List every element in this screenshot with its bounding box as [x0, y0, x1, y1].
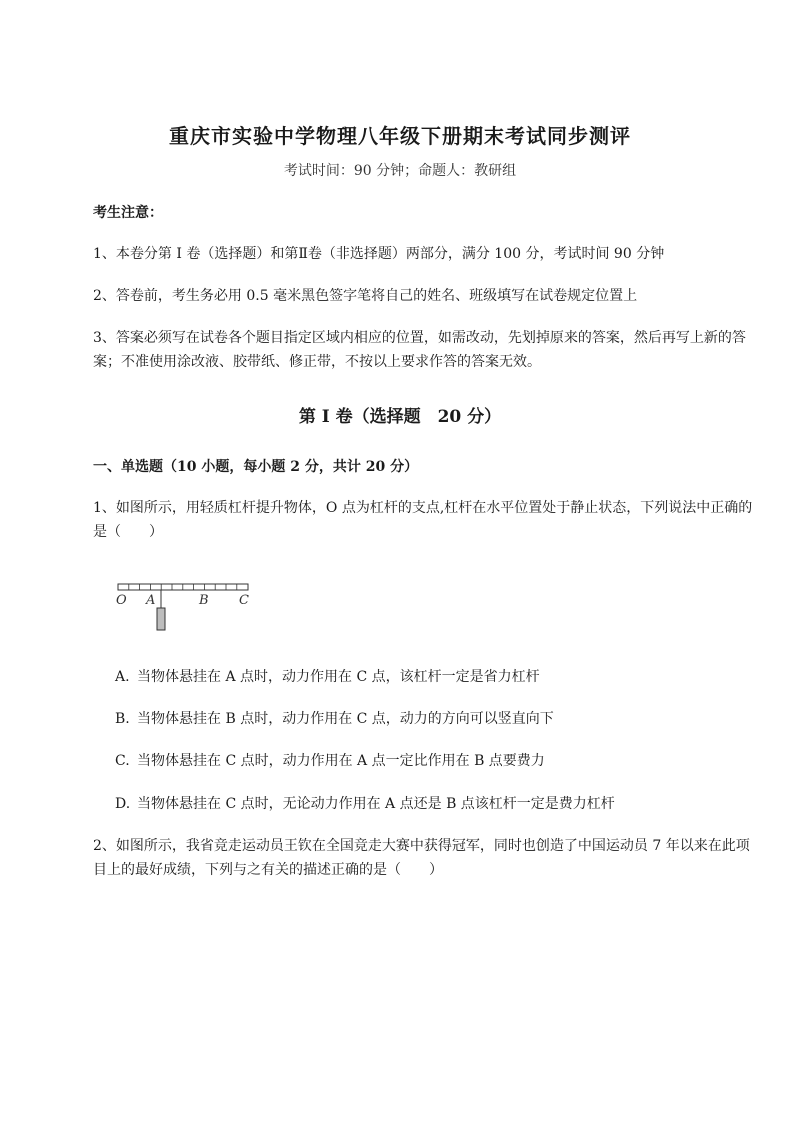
- option-key: C.: [115, 753, 130, 769]
- option-key: A.: [115, 669, 130, 685]
- label-a: A: [146, 593, 156, 608]
- notice-item-3: 3、答案必须写在试卷各个题目指定区域内相应的位置，如需改动，先划掉原来的答案，然后再写上新的答案；不准使用涂改液、胶带纸、修正带，不按以上要求作答的答案无效。: [93, 330, 746, 370]
- notice-item-1: 1、本卷分第 I 卷（选择题）和第Ⅱ卷（非选择题）两部分，满分 100 分，考试时间 90 分钟: [93, 246, 665, 262]
- option-a[interactable]: [115, 666, 540, 686]
- option-key: D.: [115, 796, 131, 812]
- lever-bar: [118, 584, 248, 590]
- option-text: 当物体悬挂在 B 点时，动力作用在 C 点，动力的方向可以竖直向下: [137, 711, 554, 727]
- option-c[interactable]: [115, 750, 545, 770]
- label-b: B: [199, 593, 209, 608]
- option-key: B.: [115, 711, 130, 727]
- notice-item-2: 2、答卷前，考生务必用 0.5 毫米黑色签字笔将自己的姓名、班级填写在试卷规定位置上: [93, 288, 638, 304]
- label-o: O: [116, 593, 127, 608]
- option-text: 当物体悬挂在 C 点时，动力作用在 A 点一定比作用在 B 点要费力: [137, 753, 545, 769]
- label-c: C: [239, 593, 249, 608]
- exam-info: 考试时间：90 分钟；命题人：教研组: [283, 163, 517, 179]
- question-1-stem: 1、如图所示，用轻质杠杆提升物体，O 点为杠杆的支点,杠杆在水平位置处于静止状态，下列说法中正确的是（ ）: [93, 500, 753, 540]
- notice-heading: 考生注意：: [93, 205, 163, 221]
- section-title: 第 I 卷（选择题 20 分）: [298, 407, 502, 427]
- hanging-weight: [157, 608, 165, 630]
- part-heading: 一、单选题（10 小题，每小题 2 分，共计 20 分）: [93, 459, 419, 475]
- option-d[interactable]: [115, 793, 615, 813]
- option-text: 当物体悬挂在 A 点时，动力作用在 C 点，该杠杆一定是省力杠杆: [137, 669, 540, 685]
- lever-figure: [112, 576, 262, 636]
- option-b[interactable]: [115, 708, 554, 728]
- page-title: 重庆市实验中学物理八年级下册期末考试同步测评: [169, 124, 631, 148]
- question-2-stem: 2、如图所示，我省竞走运动员王钦在全国竞走大赛中获得冠军，同时也创造了中国运动员 7 年以来在此项目上的最好成绩，下列与之有关的描述正确的是（ ）: [93, 838, 750, 878]
- option-text: 当物体悬挂在 C 点时，无论动力作用在 A 点还是 B 点该杠杆一定是费力杠杆: [137, 796, 615, 812]
